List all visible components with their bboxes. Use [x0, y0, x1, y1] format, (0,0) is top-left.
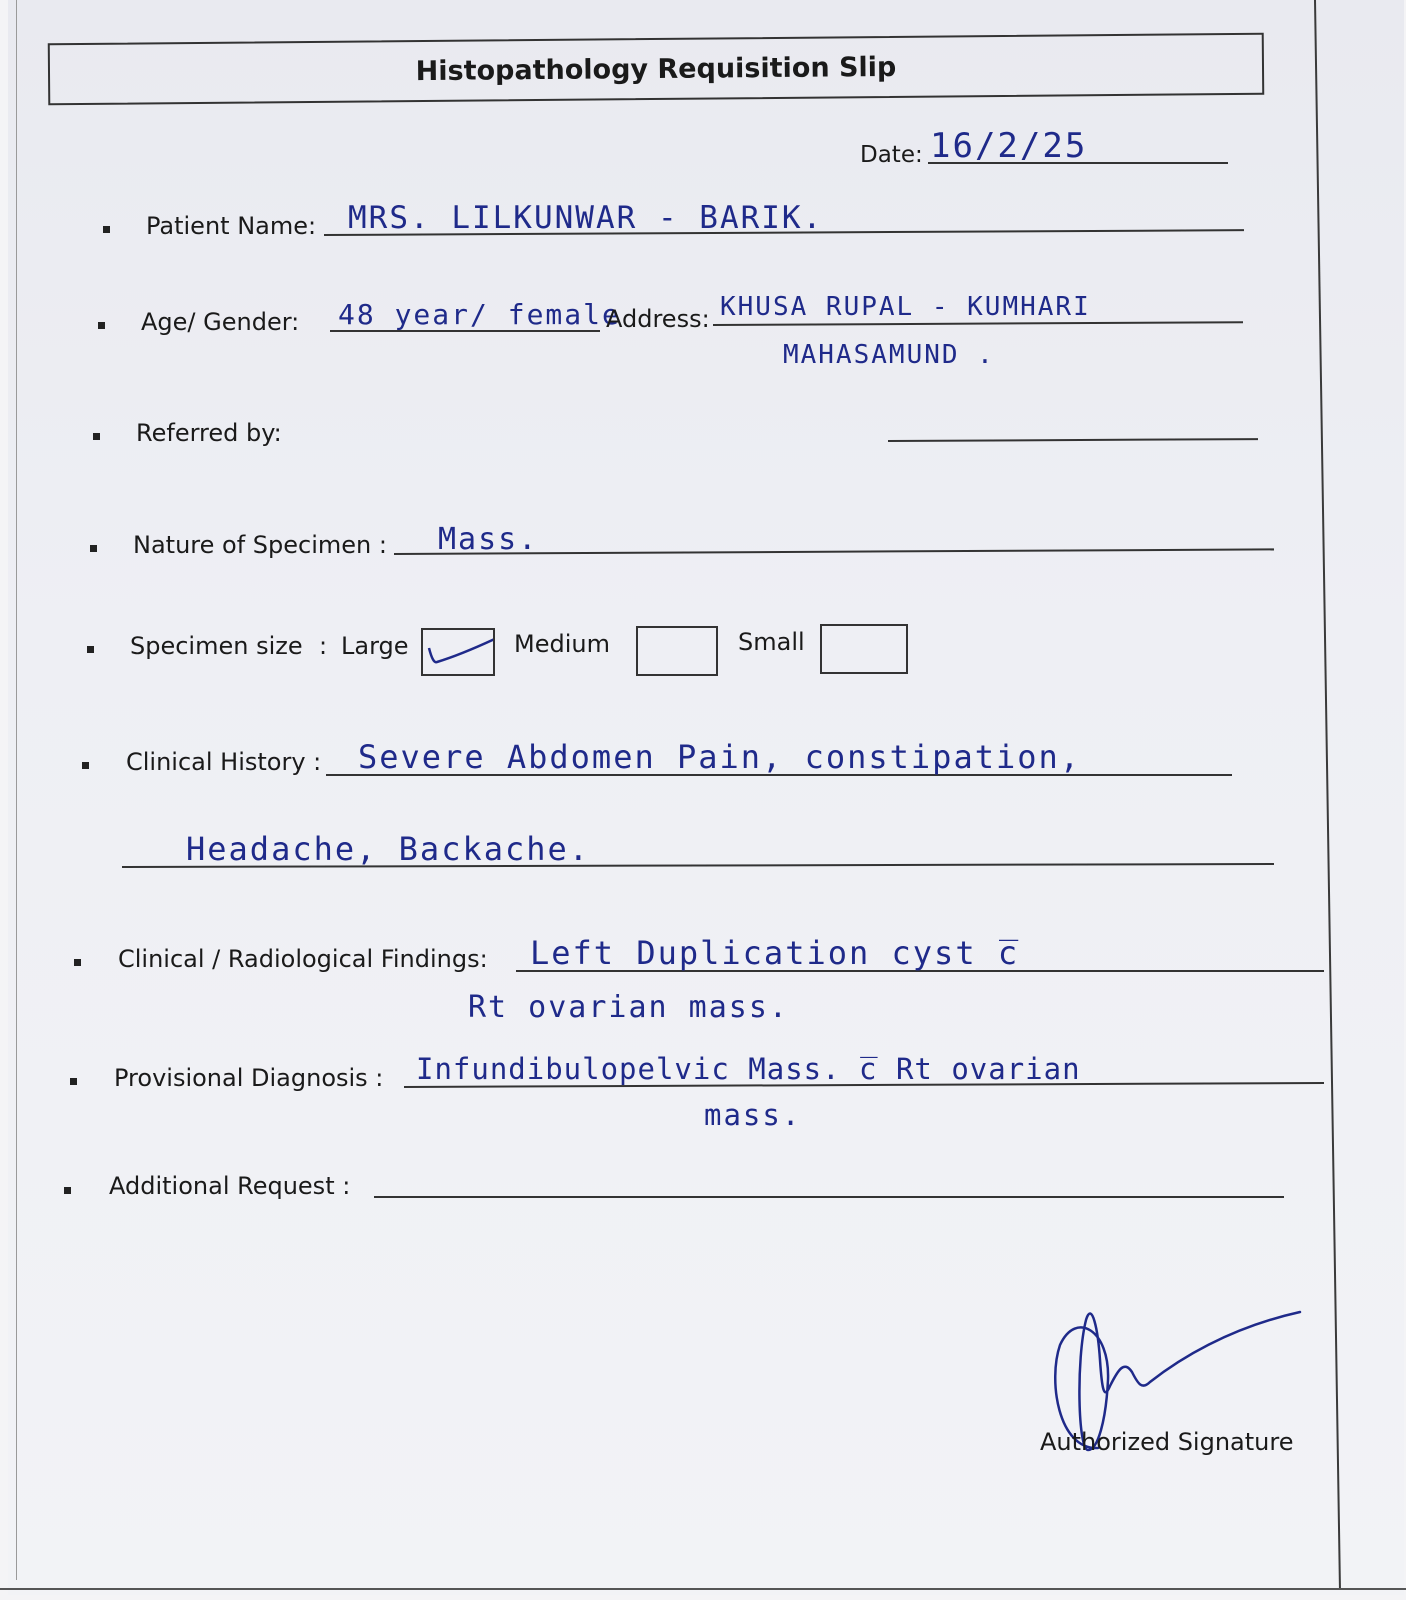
diagnosis-line1: Infundibulopelvic Mass. c̅ Rt ovarian [416, 1052, 1081, 1086]
bullet [64, 1187, 71, 1194]
date-label: Date: [860, 142, 923, 168]
size-medium-label: Medium [514, 630, 610, 658]
diagnosis-label: Provisional Diagnosis : [114, 1064, 384, 1092]
size-large-label: Large [341, 632, 409, 660]
nature-value: Mass. [438, 522, 539, 557]
signature-label: Authorized Signature [1040, 1428, 1294, 1456]
patient-name-label: Patient Name: [146, 212, 317, 240]
history-line2: Headache, Backache. [186, 830, 591, 868]
referred-by-line [888, 438, 1258, 442]
bullet [87, 646, 94, 653]
patient-name-value: MRS. LILKUNWAR - BARIK. [348, 200, 824, 236]
date-value: 16/2/25 [930, 126, 1088, 166]
requisition-sheet [8, 0, 1404, 1595]
bullet [82, 762, 89, 769]
size-small-checkbox[interactable] [820, 624, 908, 674]
findings-line2: Rt ovarian mass. [468, 990, 789, 1025]
size-large-checkbox[interactable] [421, 628, 495, 676]
bullet [103, 226, 110, 233]
form-title: Histopathology Requisition Slip [48, 33, 1264, 106]
bullet [74, 959, 81, 966]
bullet [98, 322, 105, 329]
size-colon: : [319, 632, 328, 660]
age-gender-label: Age/ Gender: [141, 308, 300, 336]
history-line1: Severe Abdomen Pain, constipation, [358, 738, 1082, 776]
bullet [93, 433, 100, 440]
sheet-left-edge [16, 0, 17, 1580]
additional-line [374, 1196, 1284, 1198]
address-line1: KHUSA RUPAL - KUMHARI [720, 292, 1091, 322]
diagnosis-line2: mass. [704, 1098, 802, 1132]
referred-by-label: Referred by: [136, 419, 282, 447]
bullet [90, 545, 97, 552]
additional-label: Additional Request : [109, 1172, 351, 1200]
age-gender-value: 48 year/ female [338, 298, 621, 331]
sheet-bottom-edge [0, 1588, 1406, 1590]
findings-line1: Left Duplication cyst c̅ [530, 934, 1020, 972]
address-line2: MAHASAMUND . [783, 340, 995, 370]
nature-label: Nature of Specimen : [133, 531, 387, 559]
size-small-label: Small [738, 628, 805, 656]
size-medium-checkbox[interactable] [636, 626, 718, 676]
checkmark-icon [423, 630, 493, 674]
history-label: Clinical History : [126, 748, 322, 776]
address-label: Address: [606, 305, 710, 333]
size-label: Specimen size [130, 632, 303, 660]
bullet [70, 1078, 77, 1085]
findings-label: Clinical / Radiological Findings: [118, 945, 488, 973]
sheet-right-edge [1314, 0, 1341, 1590]
